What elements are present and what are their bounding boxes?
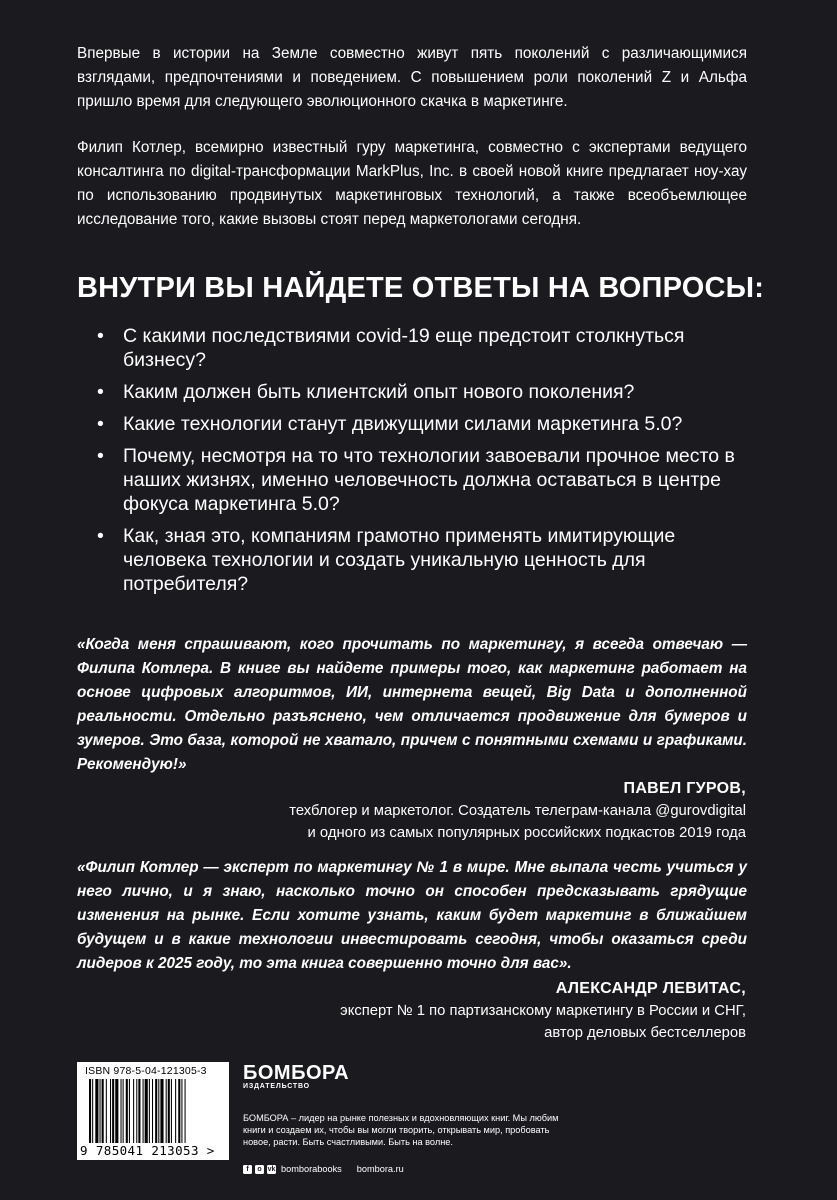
author-name: ПАВЕЛ ГУРОВ, xyxy=(623,780,746,797)
intro-paragraph-1: Впервые в истории на Земле совместно живут пять поколений с различающимися взглядами, предпочтениями и поведением. С повышением роли поколений Z и Альфа пришло время для следующего эволюционного скачка в маркетинге. xyxy=(77,45,747,110)
bullet-icon: • xyxy=(97,445,104,467)
vk-icon: vk xyxy=(267,1165,276,1173)
author-role-line: эксперт № 1 по партизанскому маркетингу в России и СНГ, xyxy=(340,1003,746,1019)
website-link[interactable]: bombora.ru xyxy=(356,1164,404,1174)
bullet-icon: • xyxy=(97,381,104,403)
questions-list xyxy=(77,324,757,604)
testimonial-author-1 xyxy=(289,778,746,844)
facebook-icon: f xyxy=(243,1165,252,1174)
list-item xyxy=(77,444,757,516)
author-role-line: автор деловых бестселлеров xyxy=(544,1025,746,1041)
bullet-icon: • xyxy=(97,525,104,547)
testimonial-author-2 xyxy=(340,978,746,1044)
testimonial-quote-2: «Филип Котлер — эксперт по маркетингу № 1 в мире. Мне выпала честь учиться у него лично, и я знаю, насколько точно он способен предсказывать грядущие изменения на рынке. Если хотите узнать, каким будет маркетинг в ближайшем будущем и в какие технологии инвестировать сегодня, чтобы оказаться среди лидеров к 2025 году, то эта книга совершенно точно для вас». xyxy=(77,859,747,972)
question-text: Как, зная это, компаниям грамотно применять имитирующие человека технологии и создать уникальную ценность для потребителя? xyxy=(123,525,676,595)
list-item xyxy=(77,380,757,404)
author-name: АЛЕКСАНДР ЛЕВИТАС, xyxy=(555,980,746,997)
questions-heading: ВНУТРИ ВЫ НАЙДЕТЕ ОТВЕТЫ НА ВОПРОСЫ: xyxy=(77,272,765,304)
publisher-logo-subtitle: ИЗДАТЕЛЬСТВО xyxy=(243,1083,310,1090)
isbn-label: ISBN 978-5-04-121305-3 xyxy=(85,1065,207,1077)
question-text: С какими последствиями covid-19 еще предстоит столкнуться бизнесу? xyxy=(123,325,685,371)
publisher-logo: БОМБОРА xyxy=(243,1062,350,1084)
isbn-barcode xyxy=(77,1062,229,1160)
question-text: Каким должен быть клиентский опыт нового поколения? xyxy=(123,381,635,403)
question-text: Какие технологии станут движущими силами маркетинга 5.0? xyxy=(123,413,683,435)
author-role-line: и одного из самых популярных российских подкастов 2019 года xyxy=(307,825,746,841)
barcode-digits: 9 785041 213053 > xyxy=(80,1143,215,1158)
bullet-icon: • xyxy=(97,325,104,347)
list-item xyxy=(77,324,757,372)
testimonial-quote-1: «Когда меня спрашивают, кого прочитать по маркетингу, я всегда отвечаю — Филипа Котлера. В книге вы найдете примеры того, как маркетинг работает на основе цифровых алгоритмов, ИИ, интернета вещей, Big Data и дополненной реальности. Отдельно разъяснено, чем отличается продвижение для бумеров и зумеров. Это база, которой не хватало, причем с понятными схемами и графиками. Рекомендую!» xyxy=(77,636,747,773)
author-role-line: техблогер и маркетолог. Создатель телеграм-канала @gurovdigital xyxy=(289,803,746,819)
question-text: Почему, несмотря на то что технологии завоевали прочное место в наших жизнях, именно человечность должна оставаться в центре фокуса маркетинга 5.0? xyxy=(123,445,735,515)
bullet-icon: • xyxy=(97,413,104,435)
social-handle: bomborabooks xyxy=(281,1164,342,1174)
intro-paragraph-2: Филип Котлер, всемирно известный гуру маркетинга, совместно с экспертами ведущего консалтинга по digital-трансформации MarkPlus, Inc. в своей новой книге предлагает ноу-хау по использованию продвинутых маркетинговых технологий, а также всеобъемлющее исследование того, какие вызовы стоят перед маркетологами сегодня. xyxy=(77,139,747,228)
publisher-description: БОМБОРА – лидер на рынке полезных и вдохновляющих книг. Мы любим книги и создаем их, чтобы вы могли творить, открывать мир, пробовать новое, расти. Быть счастливыми. Быть на волне. xyxy=(243,1113,559,1148)
list-item xyxy=(77,412,757,436)
list-item xyxy=(77,524,757,596)
publisher-social xyxy=(243,1164,404,1174)
odnoklassniki-icon: o xyxy=(255,1165,264,1174)
barcode-bars-icon xyxy=(89,1079,217,1143)
